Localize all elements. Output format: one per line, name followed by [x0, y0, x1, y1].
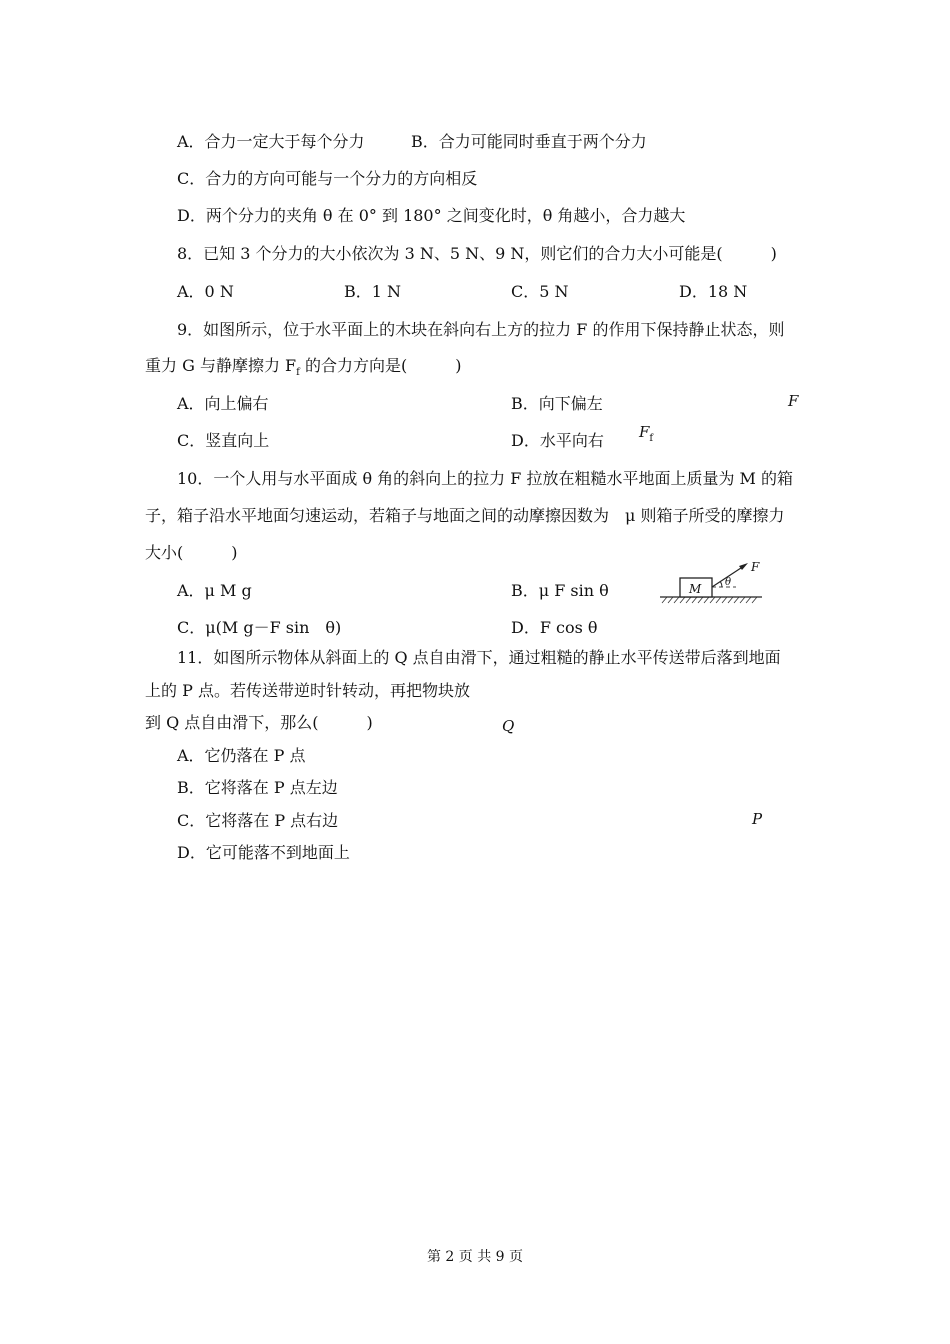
page-footer: 第 2 页 共 9 页 — [426, 1249, 524, 1265]
q10-option-a: A．μ M g — [177, 581, 252, 600]
q9-stem-line2 — [145, 356, 461, 383]
q11-option-a: A．它仍落在 P 点 — [177, 746, 306, 765]
q11-option-c: C．它将落在 P 点右边 — [177, 811, 339, 830]
q9-stem-line1: 9．如图所示，位于水平面上的木块在斜向右上方的拉力 F 的作用下保持静止状态，则 — [177, 320, 785, 339]
q7-option-b: B．合力可能同时垂直于两个分力 — [411, 132, 647, 151]
q9-option-c: C．竖直向上 — [177, 431, 270, 450]
q8-option-a: A．0 N — [177, 282, 234, 301]
q7-option-d: D．两个分力的夹角 θ 在 0° 到 180° 之间变化时，θ 角越小，合力越大 — [177, 206, 686, 225]
q11-stem-line1: 11．如图所示物体从斜面上的 Q 点自由滑下，通过粗糙的静止水平传送带后落到地面 — [177, 648, 781, 667]
q8-option-b: B．1 N — [344, 282, 402, 301]
q9-stem-line2-text: 重力 G 与静摩擦力 F — [145, 356, 297, 375]
q9-figure-label-f: F — [788, 392, 799, 410]
q10-figure-angle-arc — [721, 582, 723, 587]
q11-figure-label-q: Q — [502, 717, 515, 735]
q10-stem-line3: 大小( ) — [145, 543, 238, 562]
q10-stem-line2: 子，箱子沿水平地面匀速运动，若箱子与地面之间的动摩擦因数为 μ 则箱子所受的摩擦力 — [145, 506, 785, 525]
q8-option-d: D．18 N — [679, 282, 748, 301]
q11-stem-line3: 到 Q 点自由滑下，那么( ) — [145, 713, 373, 732]
q9-option-d: D．水平向右 — [511, 431, 604, 450]
q9-option-b: B．向下偏左 — [511, 394, 603, 413]
q10-option-c: C．μ(M g－F sin θ) — [177, 618, 342, 637]
q9-option-a: A．向上偏右 — [177, 394, 269, 413]
q9-figure-ff-subscript: f — [649, 433, 654, 444]
q10-figure-label-theta: θ — [725, 577, 732, 588]
q9-stem-subscript: f — [296, 367, 300, 378]
q9-figure-ff-letter: F — [639, 423, 650, 441]
q7-option-a: A．合力一定大于每个分力 — [177, 132, 365, 151]
q10-figure-label-m: M — [689, 582, 702, 596]
q9-figure-label-ff — [639, 423, 653, 448]
q7-option-c: C．合力的方向可能与一个分力的方向相反 — [177, 169, 478, 188]
q11-stem-line2: 上的 P 点。若传送带逆时针转动，再把物块放 — [145, 681, 470, 700]
q11-option-b: B．它将落在 P 点左边 — [177, 778, 338, 797]
q11-option-d: D．它可能落不到地面上 — [177, 843, 350, 862]
q11-figure-label-p: P — [752, 810, 763, 828]
q8-option-c: C．5 N — [511, 282, 569, 301]
q10-figure-ground-hatching — [662, 597, 757, 603]
q10-stem-line1: 10．一个人用与水平面成 θ 角的斜向上的拉力 F 拉放在粗糙水平地面上质量为 M 的箱 — [177, 469, 793, 488]
q9-stem-line2-tail: 的合力方向是( ) — [299, 356, 462, 375]
q8-stem: 8．已知 3 个分力的大小依次为 3 N、5 N、9 N，则它们的合力大小可能是( ) — [177, 244, 777, 263]
q10-figure-label-f: F — [751, 560, 760, 574]
q10-option-d: D．F cos θ — [511, 618, 598, 637]
q10-option-b: B．μ F sin θ — [511, 581, 609, 600]
